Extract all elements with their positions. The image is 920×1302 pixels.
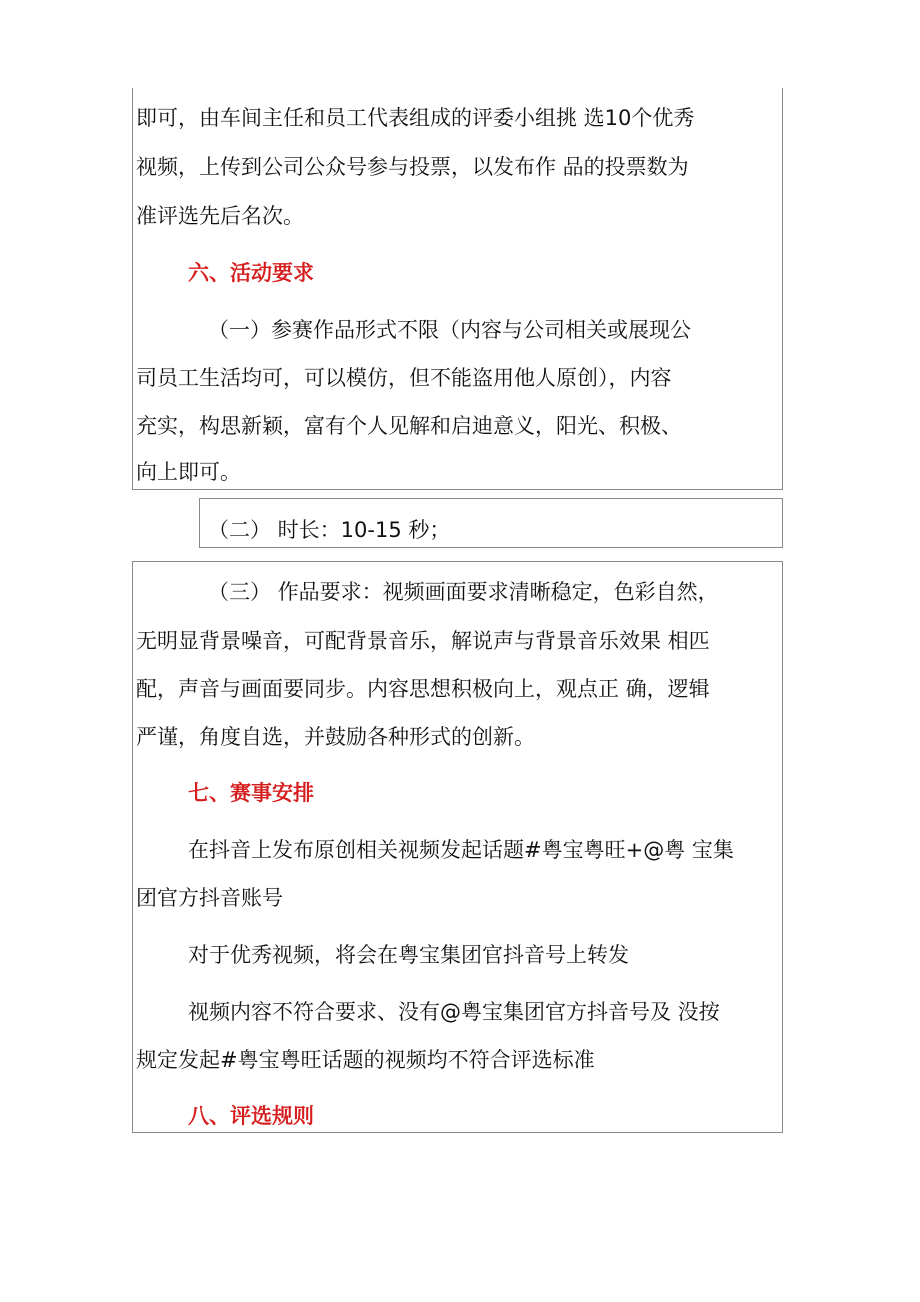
text-line: （三） 作品要求：视频画面要求清晰稳定，色彩自然，: [208, 580, 719, 604]
text-line: 视频，上传到公司公众号参与投票，以发布作 品的投票数为: [136, 155, 689, 179]
text-line: 司员工生活均可，可以模仿，但不能盗用他人原创），内容: [136, 366, 672, 390]
text-line: 视频内容不符合要求、没有@粤宝集团官方抖音号及 没按: [188, 1000, 720, 1024]
text-line: 严谨，角度自选，并鼓励各种形式的创新。: [136, 725, 535, 749]
text-line: 无明显背景噪音，可配背景音乐，解说声与背景音乐效果 相匹: [136, 629, 710, 653]
section-box-3: [132, 561, 783, 1133]
section-heading-8: 八、评选规则: [188, 1104, 314, 1128]
text-line: （二） 时长：10-15 秒；: [208, 518, 451, 542]
text-line: 充实，构思新颖，富有个人见解和启迪意义，阳光、积极、: [136, 414, 682, 438]
section-box-2: [199, 498, 783, 548]
section-box-1: [132, 88, 783, 490]
text-line: 配，声音与画面要同步。内容思想积极向上，观点正 确，逻辑: [136, 677, 710, 701]
text-line: 准评选先后名次。: [136, 204, 304, 228]
text-line: （一）参赛作品形式不限（内容与公司相关或展现公: [208, 318, 691, 342]
text-line: 规定发起#粤宝粤旺话题的视频均不符合评选标准: [136, 1048, 595, 1072]
text-line: 即可，由车间主任和员工代表组成的评委小组挑 选10个优秀: [136, 106, 695, 130]
text-line: 在抖音上发布原创相关视频发起话题#粤宝粤旺+@粤 宝集: [188, 838, 734, 862]
section-heading-7: 七、赛事安排: [188, 781, 314, 805]
text-line: 向上即可。: [136, 460, 241, 484]
text-line: 团官方抖音账号: [136, 886, 283, 910]
text-line: 对于优秀视频，将会在粤宝集团官抖音号上转发: [188, 943, 629, 967]
section-heading-6: 六、活动要求: [188, 261, 314, 285]
